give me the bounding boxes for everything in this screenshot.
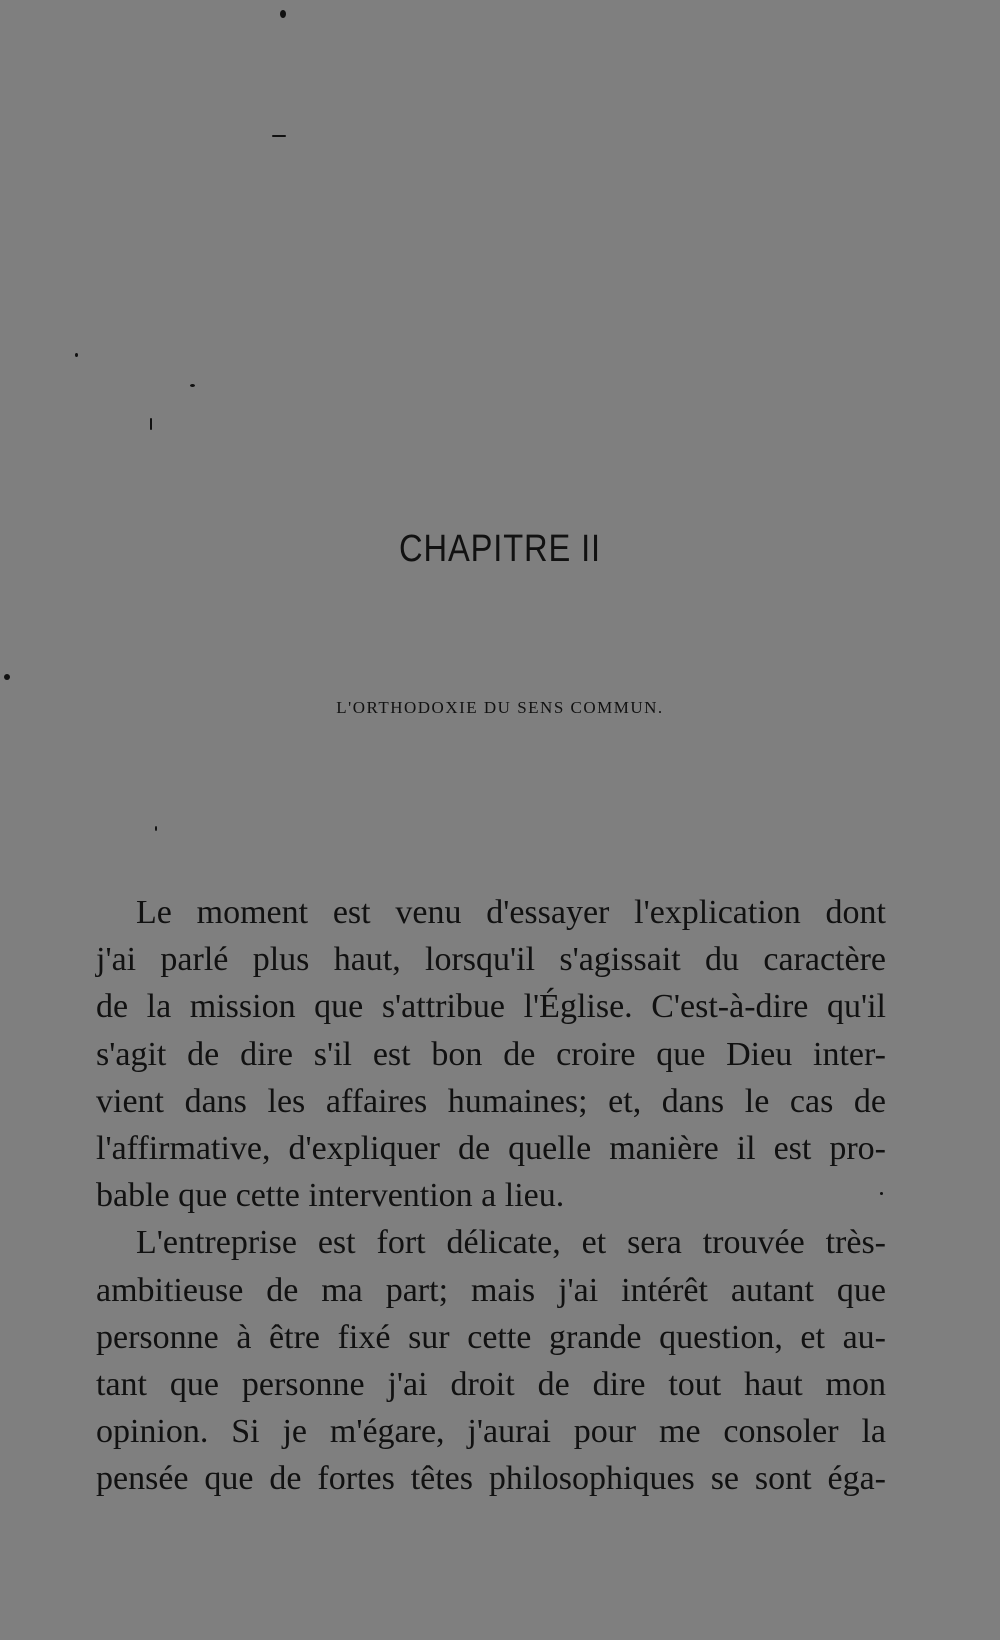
text-line: L'entreprise est fort délicate, et sera trouvée très- bbox=[136, 1224, 886, 1262]
text-line: pensée que de fortes têtes philosophiques se sont éga- bbox=[96, 1460, 886, 1498]
paragraph-2 bbox=[96, 1219, 886, 1502]
text-line: vient dans les affaires humaines; et, dans le cas de bbox=[96, 1082, 886, 1120]
body-text bbox=[96, 889, 886, 1502]
text-line: ambitieuse de ma part; mais j'ai intérêt autant que bbox=[96, 1271, 886, 1309]
text-line: bable que cette intervention a lieu. bbox=[96, 1177, 565, 1215]
text-line: personne à être fixé sur cette grande question, et au- bbox=[96, 1318, 886, 1356]
text-line: l'affirmative, d'expliquer de quelle manière il est pro- bbox=[96, 1129, 886, 1167]
text-line: opinion. Si je m'égare, j'aurai pour me consoler la bbox=[96, 1413, 886, 1451]
text-line: j'ai parlé plus haut, lorsqu'il s'agissait du caractère bbox=[96, 941, 886, 979]
text-line: de la mission que s'attribue l'Église. C'est-à-dire qu'il bbox=[96, 988, 886, 1026]
paragraph-1 bbox=[96, 889, 886, 1219]
text-line: tant que personne j'ai droit de dire tout haut mon bbox=[96, 1365, 886, 1403]
text-line: Le moment est venu d'essayer l'explication dont bbox=[136, 894, 886, 931]
chapter-title: CHAPITRE II bbox=[399, 528, 601, 570]
chapter-subtitle: L'ORTHODOXIE DU SENS COMMUN. bbox=[336, 698, 664, 717]
text-line: s'agit de dire s'il est bon de croire que Dieu inter- bbox=[96, 1035, 886, 1073]
